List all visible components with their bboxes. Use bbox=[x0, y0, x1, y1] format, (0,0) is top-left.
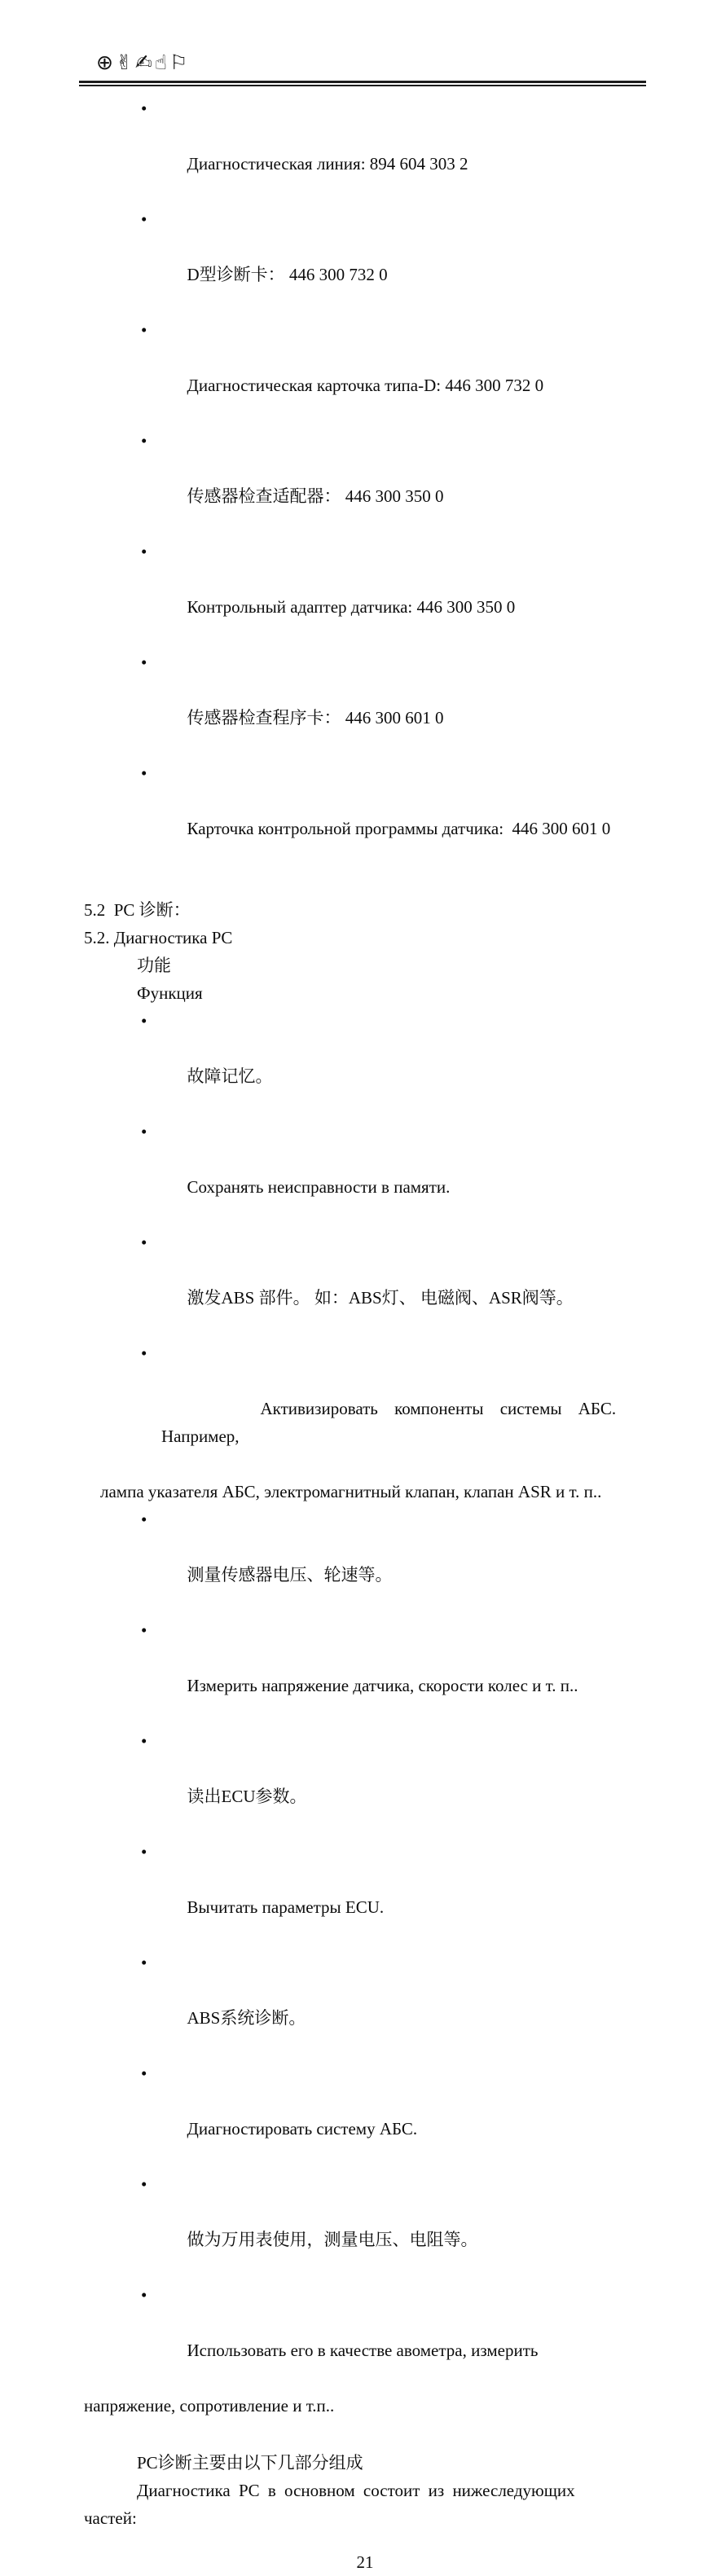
list-item bbox=[84, 538, 646, 648]
item-text: D型诊断卡： 446 300 732 0 bbox=[187, 265, 388, 284]
page-content bbox=[84, 95, 646, 2576]
list-item bbox=[84, 2281, 646, 2392]
item-text: Активизировать компоненты системы АБС. Например, bbox=[161, 1399, 633, 1446]
item-text: Измерить напряжение датчика, скорости колес и т. п.. bbox=[187, 1676, 578, 1695]
paragraph-line: лампа указателя АБС, электромагнитный клапан, клапан ASR и т. п.. bbox=[100, 1482, 602, 1501]
item-text: Карточка контрольной программы датчика: 446 300 601 0 bbox=[187, 819, 611, 838]
bullet-icon: • bbox=[141, 320, 147, 340]
subheading-zh: 功能 bbox=[137, 956, 171, 975]
section-heading-zh: 5.2 PC 诊断： bbox=[84, 900, 191, 920]
item-text: 传感器检查程序卡： 446 300 601 0 bbox=[187, 708, 444, 728]
bullet-icon: • bbox=[141, 431, 147, 451]
bullet-icon: • bbox=[141, 653, 147, 672]
bullet-icon: • bbox=[141, 1620, 147, 1640]
bullet-icon: • bbox=[141, 2064, 147, 2083]
list-item bbox=[84, 1506, 646, 1616]
functions-list bbox=[84, 1007, 646, 2420]
bullet-icon: • bbox=[141, 209, 147, 229]
item-text: ABS系统诊断。 bbox=[187, 2008, 306, 2028]
list-item bbox=[84, 759, 646, 870]
closing-paragraph-ru-line1: Диагностика PC в основном состоит из нижеследующих bbox=[137, 2481, 575, 2500]
list-item bbox=[84, 1229, 646, 1339]
subheading-ru: Функция bbox=[137, 983, 203, 1003]
list-item bbox=[84, 1616, 646, 1727]
header-rule bbox=[79, 81, 646, 86]
list-item bbox=[84, 1727, 646, 1838]
bullet-icon: • bbox=[141, 763, 147, 783]
item-text: Диагностическая карточка типа-D: 446 300 732 0 bbox=[187, 376, 544, 395]
item-text: Диагностическая линия: 894 604 303 2 bbox=[187, 154, 468, 174]
item-text: 传感器检查适配器： 446 300 350 0 bbox=[187, 486, 444, 506]
item-text: Сохранять неисправности в памяти. bbox=[187, 1177, 451, 1197]
bullet-icon: • bbox=[141, 542, 147, 561]
list-item bbox=[84, 205, 646, 316]
bullet-icon: • bbox=[141, 1953, 147, 1972]
list-item bbox=[84, 1339, 646, 1478]
paragraph-line: напряжение, сопротивление и т.п.. bbox=[84, 2396, 335, 2416]
item-text: Контрольный адаптер датчика: 446 300 350 0 bbox=[187, 597, 516, 617]
list-item bbox=[84, 1838, 646, 1949]
bullet-icon: • bbox=[141, 1233, 147, 1252]
bullet-icon: • bbox=[141, 2285, 147, 2305]
section-heading-ru: 5.2. Диагностика PC bbox=[84, 928, 233, 947]
item-text: Вычитать параметры ECU. bbox=[187, 1897, 385, 1917]
bullet-icon: • bbox=[141, 1122, 147, 1141]
closing-paragraph-ru-line2: частей: bbox=[84, 2508, 137, 2528]
closing-paragraph-zh: PC诊断主要由以下几部分组成 bbox=[137, 2453, 363, 2473]
item-text: 读出ECU参数。 bbox=[187, 1787, 307, 1806]
bullet-icon: • bbox=[141, 1510, 147, 1529]
list-item bbox=[84, 1949, 646, 2059]
item-text: 激发ABS 部件。 如：ABS灯、 电磁阀、ASR阀等。 bbox=[187, 1288, 574, 1308]
bullet-icon: • bbox=[141, 2174, 147, 2194]
item-text: 做为万用表使用，测量电压、电阻等。 bbox=[187, 2230, 478, 2249]
bullet-icon: • bbox=[141, 99, 147, 118]
bullet-icon: • bbox=[141, 1731, 147, 1751]
item-text: Использовать его в качестве авометра, измерить bbox=[187, 2341, 539, 2360]
bullet-icon: • bbox=[141, 1343, 147, 1363]
list-item bbox=[84, 1118, 646, 1229]
list-item bbox=[84, 427, 646, 538]
list-item bbox=[84, 648, 646, 759]
list-item bbox=[84, 1007, 646, 1118]
bullet-icon: • bbox=[141, 1842, 147, 1862]
page-number: 21 bbox=[356, 2552, 374, 2572]
list-item bbox=[84, 95, 646, 205]
item-text: Диагностировать систему АБС. bbox=[187, 2119, 418, 2139]
list-item bbox=[84, 316, 646, 427]
bullet-icon: • bbox=[141, 1011, 147, 1031]
item-text: 故障记忆。 bbox=[187, 1066, 273, 1086]
company-logo: ⊕✌✍☝⚐ bbox=[96, 51, 191, 74]
list-item bbox=[84, 2170, 646, 2281]
parts-list bbox=[84, 95, 646, 870]
item-text: 测量传感器电压、轮速等。 bbox=[187, 1565, 393, 1585]
list-item bbox=[84, 2059, 646, 2170]
